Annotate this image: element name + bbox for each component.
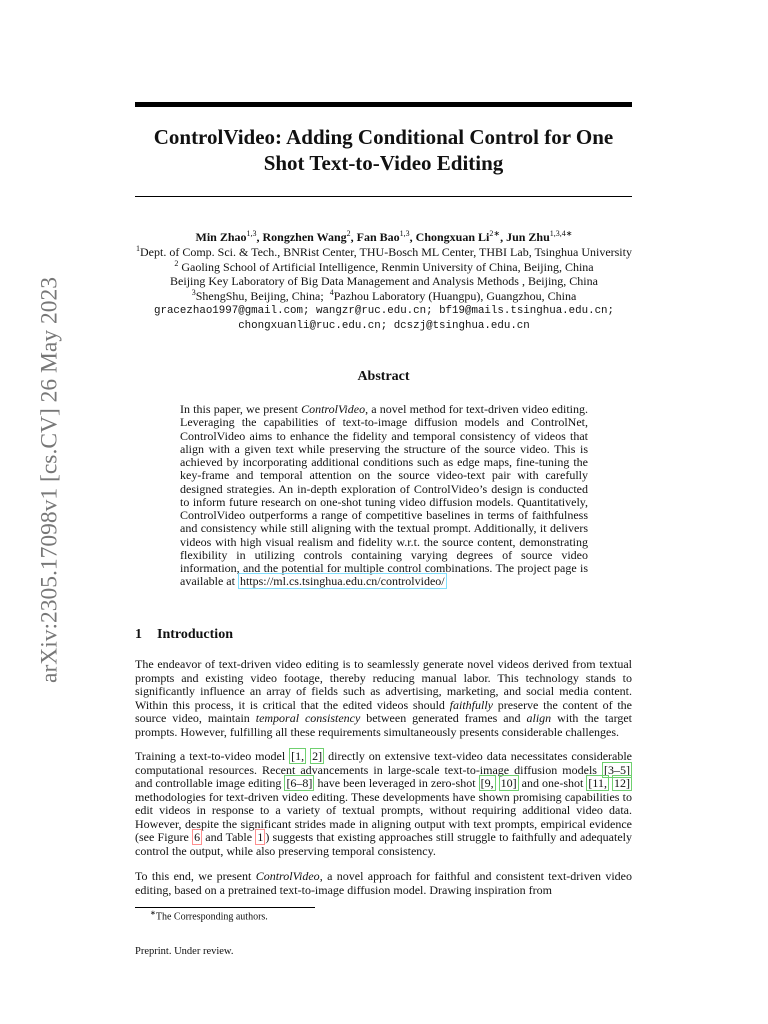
text-run: and controllable image editing bbox=[135, 776, 285, 791]
abstract-text bbox=[180, 403, 588, 589]
footnote-rule bbox=[135, 907, 315, 908]
citation-link[interactable]: [9, bbox=[480, 776, 494, 791]
section-title: Introduction bbox=[157, 627, 233, 642]
affil-text: ShengShu, Beijing, China; bbox=[195, 289, 324, 304]
preprint-notice: Preprint. Under review. bbox=[135, 946, 234, 957]
citation-link[interactable]: 10] bbox=[500, 776, 517, 791]
author-name: Min Zhao bbox=[195, 230, 247, 244]
footnote bbox=[150, 909, 268, 922]
project-page-link[interactable]: https://ml.cs.tsinghua.edu.cn/controlvideo/ bbox=[239, 574, 445, 589]
figure-ref-link[interactable]: 6 bbox=[194, 830, 201, 845]
emphasis: temporal consistency bbox=[255, 711, 361, 726]
author-affil-mark: 2 bbox=[346, 229, 351, 238]
section-number: 1 bbox=[135, 627, 142, 642]
author-name: Fan Bao bbox=[356, 230, 400, 244]
footnote-mark: ∗ bbox=[150, 909, 156, 917]
text-run: with the target prompts. However, fulfilling all these requirements simultaneously presents considerable challenges. bbox=[135, 711, 633, 739]
citation-link[interactable]: [3–5] bbox=[604, 762, 630, 777]
text-run: directly on extensive text-video data necessitates considerable computational resources. Recent advancements in large-scale text-to-image diffusion models bbox=[135, 749, 633, 777]
affil-text: Dept. of Comp. Sci. & Tech., BNRist Center, THU-Bosch ML Center, THBI Lab, Tsinghua University bbox=[140, 244, 632, 259]
text-run: preserve the content of the source video, maintain bbox=[135, 697, 632, 726]
title-rule bbox=[135, 196, 632, 197]
text-run: In this paper, we present bbox=[180, 402, 302, 416]
text-run: ) suggests that existing approaches still struggle to faithfully and adequately control the output, while also preserving temporal consistency. bbox=[135, 830, 632, 858]
section-heading bbox=[135, 627, 233, 643]
citation-link[interactable]: 12] bbox=[614, 776, 631, 791]
author-affil-mark: 1,3,4∗ bbox=[549, 229, 573, 238]
affil-mark: 3 bbox=[191, 288, 196, 298]
affil-text: Gaoling School of Artificial Intelligence, Renmin University of China, Beijing, China bbox=[178, 259, 594, 274]
author-name: Rongzhen Wang bbox=[262, 230, 347, 244]
author-block bbox=[120, 230, 648, 334]
table-ref-link[interactable]: 1 bbox=[257, 830, 264, 845]
citation-link[interactable]: 2] bbox=[312, 749, 323, 763]
author-name: Chongxuan Li bbox=[415, 230, 490, 244]
affil-mark: 1 bbox=[136, 243, 140, 253]
emails-line-2: chongxuanli@ruc.edu.cn; dcszj@tsinghua.edu.cn bbox=[238, 319, 530, 332]
affiliation-2b: Beijing Key Laboratory of Big Data Management and Analysis Methods , Beijing, China bbox=[170, 274, 598, 289]
title-line-2: Shot Text-to-Video Editing bbox=[263, 151, 504, 175]
affiliation-1 bbox=[120, 245, 648, 260]
arxiv-identifier: arXiv:2305.17098v1 [cs.CV] 26 May 2023 bbox=[36, 277, 63, 683]
affil-mark: 4 bbox=[329, 288, 334, 298]
text-run: have been leveraged in zero-shot bbox=[314, 776, 479, 791]
text-run: To this end, we present bbox=[135, 869, 256, 883]
abstract-heading: Abstract bbox=[357, 369, 410, 384]
affil-text: Pazhou Laboratory (Huangpu), Guangzhou, China bbox=[333, 289, 577, 304]
citation-link[interactable]: [1, bbox=[291, 749, 305, 763]
text-run: Training a text-to-video model bbox=[135, 749, 290, 763]
title-line-1: ControlVideo: Adding Conditional Control for One bbox=[153, 125, 614, 149]
intro-paragraph-2 bbox=[135, 750, 632, 858]
emails-line-1: gracezhao1997@gmail.com; wangzr@ruc.edu.cn; bf19@mails.tsinghua.edu.cn; bbox=[153, 304, 615, 317]
affil-mark: 2 bbox=[174, 258, 179, 268]
author-affil-mark: 1,3 bbox=[246, 229, 257, 238]
affiliation-2 bbox=[120, 260, 648, 275]
citation-link[interactable]: [6–8] bbox=[286, 776, 313, 791]
paper-title bbox=[135, 124, 632, 176]
text-run: methodologies for text-driven video editing. These developments have shown promising capabilities to edit videos in response to a variety of textual prompts, without requiring additional video data. However, despite the significant strides made in aligning output with text prompts, empirical evidence (see Figure bbox=[135, 789, 632, 845]
top-rule bbox=[135, 102, 632, 107]
text-run: The endeavor of text-driven video editing is to seamlessly generate novel videos derived from textual prompts and existing video footage, thereby reducing manual labor. This technology stands to significantly influence an array of fields such as advertising, marketing, and social media content. Within this process, it is critical that the edited videos should bbox=[135, 657, 632, 712]
citation-link[interactable]: [11, bbox=[588, 776, 607, 791]
emphasis: faithfully bbox=[449, 697, 493, 712]
author-names: Min Zhao$^{1,3}$, Rongzhen Wang$^2$, Fan Bao$^{1,3}$, Chongxuan $Li^{2∗}$, Jun Zhu$^{1,3,4∗}$ bbox=[195, 229, 573, 244]
text-run: and Table bbox=[202, 830, 256, 845]
text-run: and one-shot bbox=[518, 776, 587, 791]
emphasis: align bbox=[526, 711, 552, 726]
author-affil-mark: 2∗ bbox=[489, 229, 501, 238]
method-name: ControlVideo bbox=[255, 869, 320, 883]
text-run: , a novel method for text-driven video editing. Leveraging the capabilities of text-to-image diffusion models and ControlNet, ControlVideo aims to enhance the fidelity and temporal consistency of videos that align with a given text while preserving the structure of the source video. This is achieved by incorporating additional conditions such as edge maps, fine-tuning the key-frame and temporal attention on the source video-text pair with carefully designed strategies. An in-depth exploration of ControlVideo’s design is conducted to inform future research on one-shot tuning video diffusion models. Quantitatively, ControlVideo outperforms a range of competitive baselines in terms of faithfulness and consistency while still aligning with the textual prompt. Additionally, it delivers videos with high visual realism and fidelity w.r.t. the source content, demonstrating flexibility in utilizing controls containing varying degrees of source video information, and the potential for multiple control combinations. The project page is available at bbox=[180, 402, 588, 589]
intro-paragraph-3 bbox=[135, 870, 632, 897]
method-name: ControlVideo bbox=[301, 402, 366, 416]
author-affil-mark: 1,3 bbox=[399, 229, 410, 238]
intro-paragraph-1 bbox=[135, 658, 632, 739]
affiliation-3-4 bbox=[120, 289, 648, 304]
author-name: Jun Zhu bbox=[506, 230, 550, 244]
text-run: , a novel approach for faithful and consistent text-driven video editing, based on a pretrained text-to-image diffusion model. Drawing inspiration from bbox=[135, 869, 632, 897]
footnote-text: The Corresponding authors. bbox=[155, 911, 268, 923]
text-run: between generated frames and bbox=[360, 711, 527, 726]
